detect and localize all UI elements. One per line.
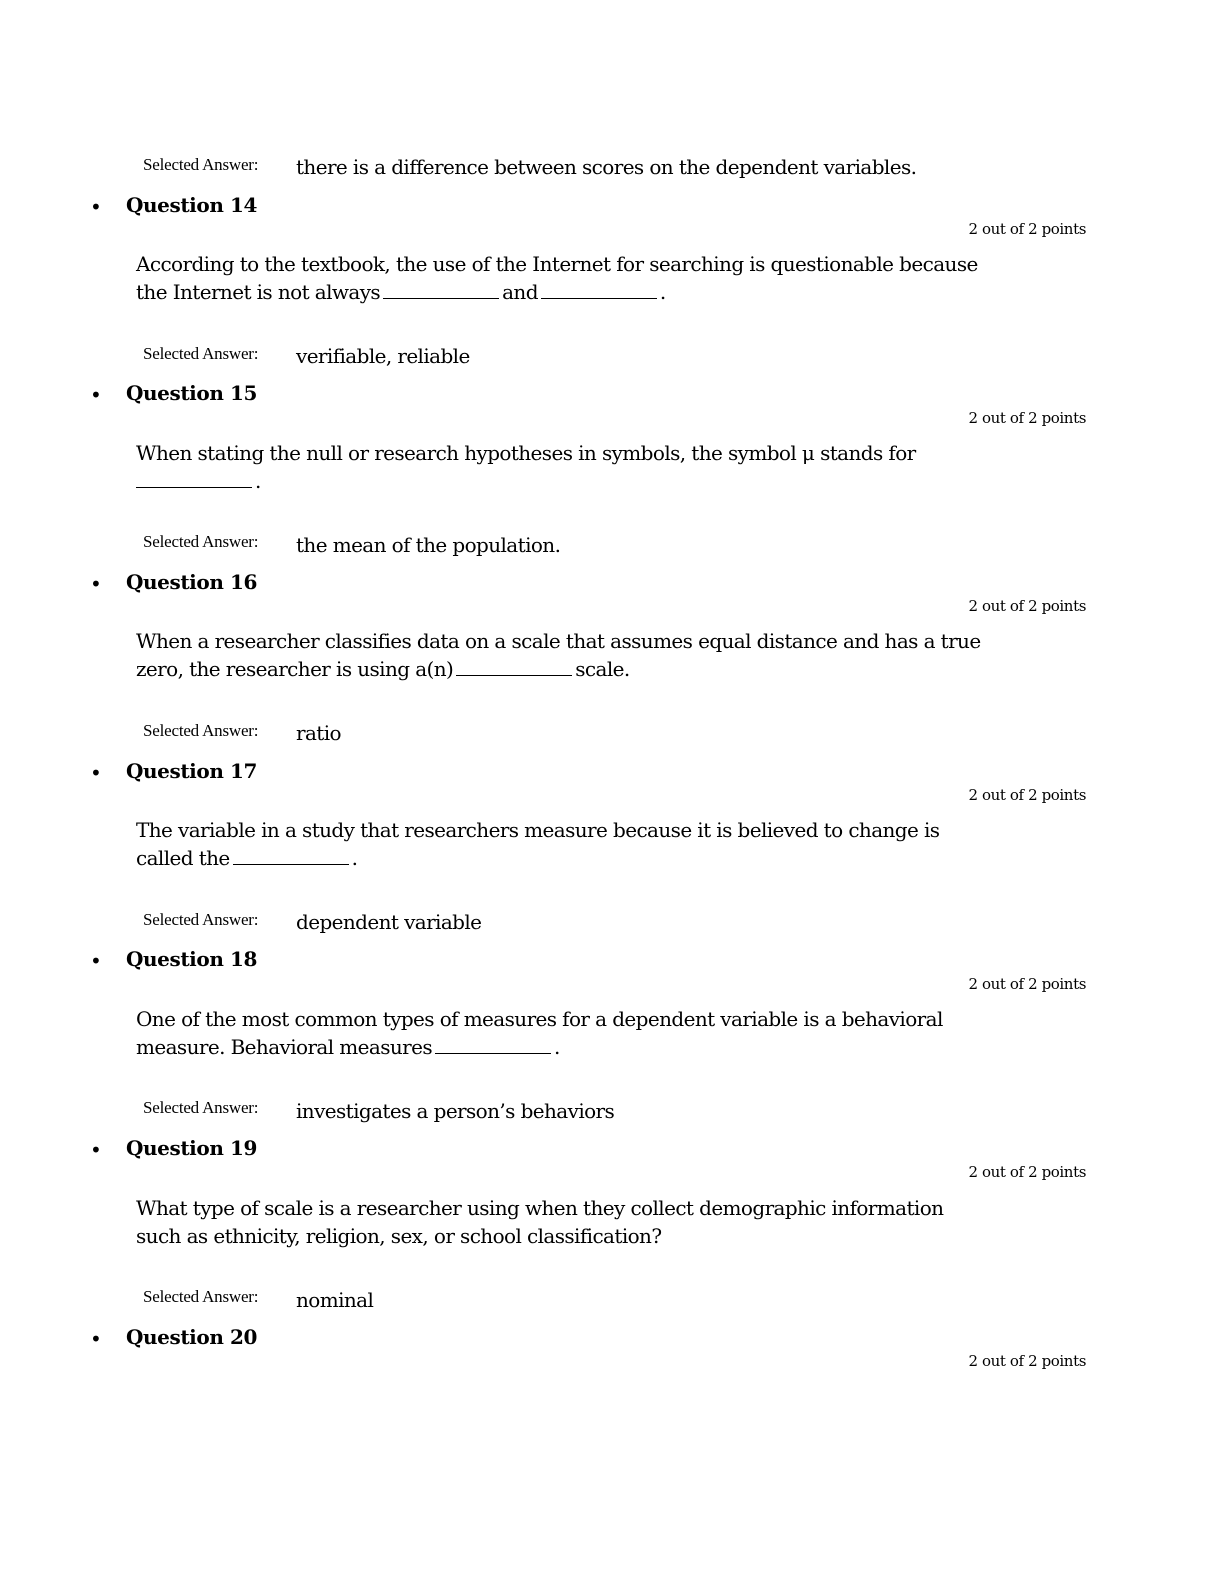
question-text-line-1: What type of scale is a researcher using when they collect demographic information [136, 1196, 944, 1220]
selected-answer-label: Selected Answer: [143, 532, 259, 551]
bullet-icon: • [90, 572, 102, 596]
answer-blank [233, 863, 349, 865]
selected-answer-value: verifiable, reliable [296, 344, 470, 368]
question-title: Question 16 [126, 570, 258, 594]
selected-answer-value: ratio [296, 721, 341, 745]
question-text-part: zero, the researcher is using a(n) [136, 657, 454, 681]
answer-blank [136, 486, 252, 488]
question-title: Question 14 [126, 193, 258, 217]
selected-answer-value: investigates a person’s behaviors [296, 1099, 615, 1123]
question-text-line-1: According to the textbook, the use of the Internet for searching is questionable because [136, 252, 978, 276]
question-text-part: scale. [575, 657, 630, 681]
selected-answer-value: nominal [296, 1288, 374, 1312]
bullet-icon: • [90, 761, 102, 785]
question-text-line-2 [136, 467, 261, 495]
question-title: Question 17 [126, 759, 258, 783]
answer-blank [456, 674, 572, 676]
question-text-part: measure. Behavioral measures [136, 1035, 433, 1059]
answer-blank [435, 1052, 551, 1054]
selected-answer-label: Selected Answer: [143, 155, 259, 174]
question-text-part: . [554, 1035, 560, 1059]
points-score: 2 out of 2 points [968, 1352, 1086, 1370]
question-text-line-2 [136, 278, 666, 306]
question-title: Question 19 [126, 1136, 258, 1160]
selected-answer-value: dependent variable [296, 910, 482, 934]
bullet-icon: • [90, 1327, 102, 1351]
question-text-line-2 [136, 1033, 560, 1061]
question-text-part: called the [136, 846, 230, 870]
question-text-part: the Internet is not always [136, 280, 381, 304]
question-title: Question 18 [126, 947, 258, 971]
question-text-line-1: When stating the null or research hypotheses in symbols, the symbol μ stands for [136, 441, 916, 465]
points-score: 2 out of 2 points [968, 409, 1086, 427]
question-title: Question 20 [126, 1325, 258, 1349]
question-text-part: and [502, 280, 538, 304]
selected-answer-value: there is a difference between scores on the dependent variables. [296, 155, 917, 179]
points-score: 2 out of 2 points [968, 975, 1086, 993]
bullet-icon: • [90, 383, 102, 407]
question-text-part: . [659, 280, 666, 304]
question-text-line-1: When a researcher classifies data on a scale that assumes equal distance and has a true [136, 629, 981, 653]
selected-answer-value: the mean of the population. [296, 533, 561, 557]
question-title: Question 15 [126, 381, 258, 405]
selected-answer-label: Selected Answer: [143, 910, 259, 929]
question-text-line-1: The variable in a study that researchers measure because it is believed to change is [136, 818, 940, 842]
question-text-line-2: such as ethnicity, religion, sex, or school classification? [136, 1224, 662, 1248]
question-text-part: . [255, 469, 261, 493]
selected-answer-label: Selected Answer: [143, 721, 259, 740]
points-score: 2 out of 2 points [968, 597, 1086, 615]
bullet-icon: • [90, 1138, 102, 1162]
bullet-icon: • [90, 949, 102, 973]
points-score: 2 out of 2 points [968, 786, 1086, 804]
selected-answer-label: Selected Answer: [143, 1287, 259, 1306]
points-score: 2 out of 2 points [968, 1163, 1086, 1181]
answer-blank [383, 297, 499, 299]
question-text-line-2 [136, 844, 357, 872]
bullet-icon: • [90, 195, 102, 219]
selected-answer-label: Selected Answer: [143, 344, 259, 363]
selected-answer-label: Selected Answer: [143, 1098, 259, 1117]
question-text-line-2 [136, 655, 630, 683]
answer-blank [541, 297, 657, 299]
question-text-line-1: One of the most common types of measures for a dependent variable is a behavioral [136, 1007, 943, 1031]
points-score: 2 out of 2 points [968, 220, 1086, 238]
question-text-part: . [351, 846, 358, 870]
